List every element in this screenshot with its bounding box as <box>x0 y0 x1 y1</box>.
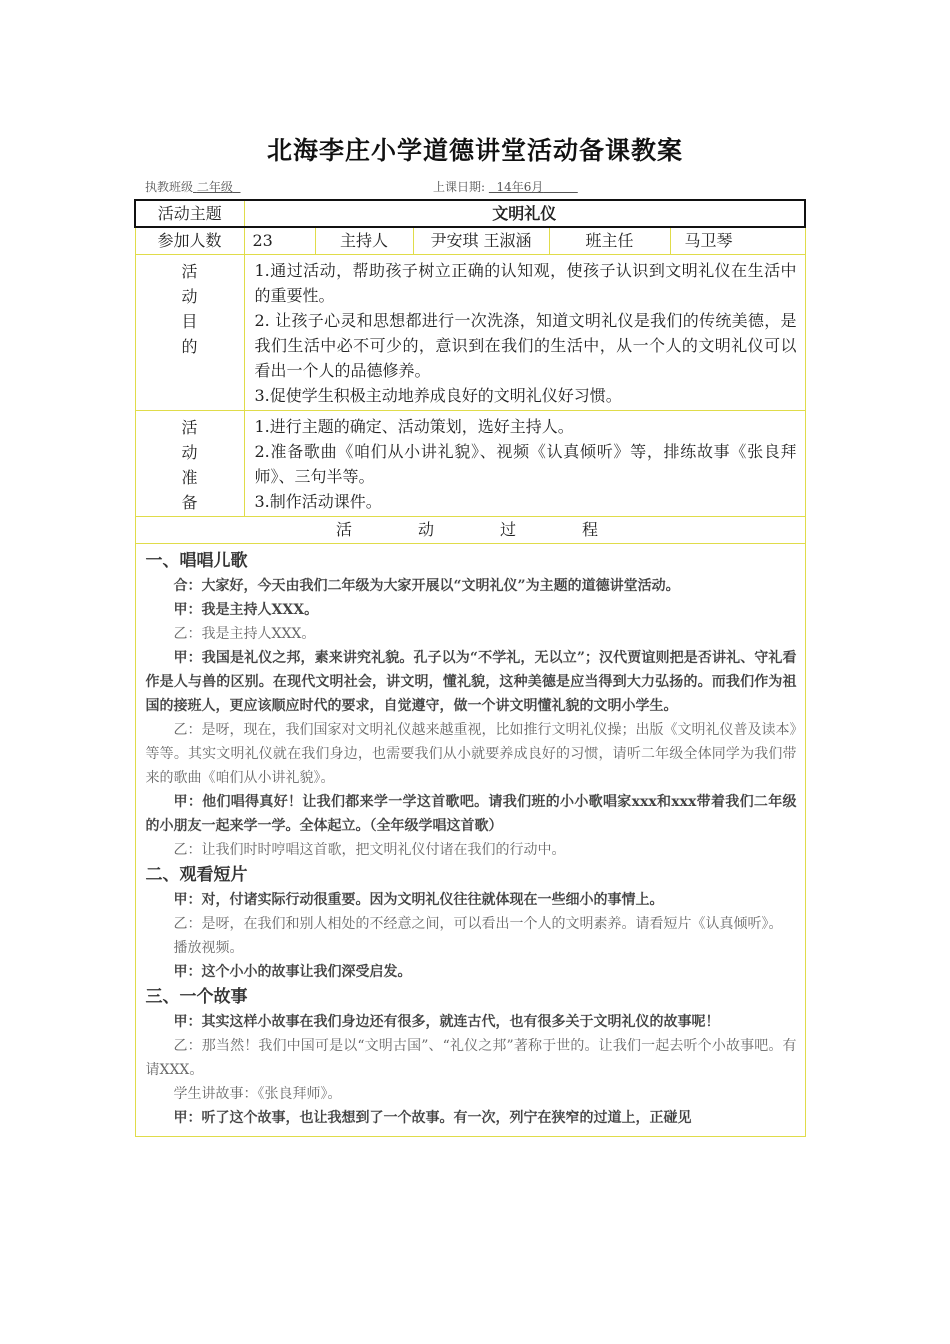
teacher-label: 班主任 <box>549 227 670 254</box>
goal-item: 1.通过活动，帮助孩子树立正确的认知观，使孩子认识到文明礼仪在生活中的重要性。 <box>254 260 797 305</box>
dialogue-paragraph: 合：大家好，今天由我们二年级为大家开展以“文明礼仪”为主题的道德讲堂活动。 <box>173 577 680 594</box>
prep-label: 活 动 准 备 <box>135 410 244 516</box>
participants-label: 参加人数 <box>135 227 244 254</box>
dialogue-paragraph: 学生讲故事：《张良拜师》。 <box>173 1085 342 1102</box>
host-label: 主持人 <box>315 227 413 254</box>
dialogue-paragraph: 甲：听了这个故事，也让我想到了一个故事。有一次，列宁在狭窄的过道上，正碰见 <box>173 1109 692 1126</box>
goal-item: 2. 让孩子心灵和思想都进行一次洗涤，知道文明礼仪是我们的传统美德，是我们生活中必不可少的，意识到在我们的生活中，从一个人的文明礼仪可以看出一个人的品德修养。 <box>254 310 797 380</box>
class-info <box>145 178 241 195</box>
process-header-row <box>135 516 805 543</box>
page-title: 北海李庄小学道德讲堂活动备课教案 <box>266 136 683 165</box>
participants-row <box>135 227 805 254</box>
teacher-value: 马卫琴 <box>670 227 805 254</box>
theme-row <box>135 200 805 227</box>
section-heading: 二、观看短片 <box>145 864 248 885</box>
dialogue-paragraph: 甲：我是主持人XXX。 <box>173 601 319 618</box>
goals-label: 活 动 目 的 <box>135 254 244 410</box>
dialogue-paragraph: 甲：对，付诸实际行动很重要。因为文明礼仪往往就体现在一些细小的事情上。 <box>173 891 664 908</box>
prep-item: 3.制作活动课件。 <box>254 491 382 511</box>
class-value: 二年级 <box>196 180 233 194</box>
process-heading: 活动过程 <box>135 516 805 543</box>
theme-label: 活动主题 <box>135 200 244 227</box>
date-value: 14年6月 <box>496 180 544 194</box>
goals-row <box>135 254 805 410</box>
section-heading: 三、一个故事 <box>145 986 248 1007</box>
prep-row <box>135 410 805 516</box>
prep-item: 1.进行主题的确定、活动策划，选好主持人。 <box>254 416 574 436</box>
goal-item: 3.促使学生积极主动地养成良好的文明礼仪好习惯。 <box>254 385 622 405</box>
dialogue-paragraph: 乙：让我们时时哼唱这首歌，把文明礼仪付诸在我们的行动中。 <box>173 841 566 858</box>
dialogue-paragraph: 甲：我国是礼仪之邦，素来讲究礼貌。孔子以为“不学礼，无以立”；汉代贾谊则把是否讲礼、守礼看作是人与兽的区别。在现代文明社会，讲文明，懂礼貌，这种美德是应当得到大力弘扬的。而我们作为祖国的接班人，更应该顺应时代的要求，自觉遵守，做一个讲文明懂礼貌的文明小学生。 <box>145 649 797 714</box>
prep-item: 2.准备歌曲《咱们从小讲礼貌》、视频《认真倾听》等，排练故事《张良拜师》、三句半等。 <box>254 441 797 486</box>
goals-content <box>244 254 805 410</box>
dialogue-paragraph: 乙：是呀，现在，我们国家对文明礼仪越来越重视，比如推行文明礼仪操；出版《文明礼仪普及读本》等等。其实文明礼仪就在我们身边，也需要我们从小就要养成良好的习惯，请听二年级全体同学为我们带来的歌曲《咱们从小讲礼貌》。 <box>145 721 797 786</box>
process-body-row <box>135 543 805 1136</box>
dialogue-paragraph: 乙：是呀，在我们和别人相处的不经意之间，可以看出一个人的文明素养。请看短片《认真倾听》。 <box>173 915 783 932</box>
host-value: 尹安琪 王淑涵 <box>413 227 549 254</box>
date-label: 上课日期: <box>433 180 486 194</box>
prep-content <box>244 410 805 516</box>
theme-value: 文明礼仪 <box>244 200 805 227</box>
dialogue-paragraph: 甲：他们唱得真好！让我们都来学一学这首歌吧。请我们班的小小歌唱家xxx和xxx带着我们二年级的小朋友一起来学一学。全体起立。（全年级学唱这首歌） <box>145 793 797 834</box>
dialogue-paragraph: 甲：这个小小的故事让我们深受启发。 <box>173 963 412 980</box>
participants-value: 23 <box>244 227 315 254</box>
section-heading: 一、唱唱儿歌 <box>145 550 248 571</box>
date-info <box>433 178 578 195</box>
class-label: 执教班级 <box>145 180 194 194</box>
dialogue-paragraph: 乙：那当然！我们中国可是以“文明古国”、“礼仪之邦”著称于世的。让我们一起去听个小故事吧。有请XXX。 <box>145 1037 797 1078</box>
dialogue-paragraph: 播放视频。 <box>173 939 244 956</box>
process-body <box>135 543 805 1136</box>
dialogue-paragraph: 乙：我是主持人XXX。 <box>173 625 316 642</box>
lesson-plan-table <box>134 199 806 1137</box>
dialogue-paragraph: 甲：其实这样小故事在我们身边还有很多，就连古代，也有很多关于文明礼仪的故事呢！ <box>173 1013 720 1030</box>
